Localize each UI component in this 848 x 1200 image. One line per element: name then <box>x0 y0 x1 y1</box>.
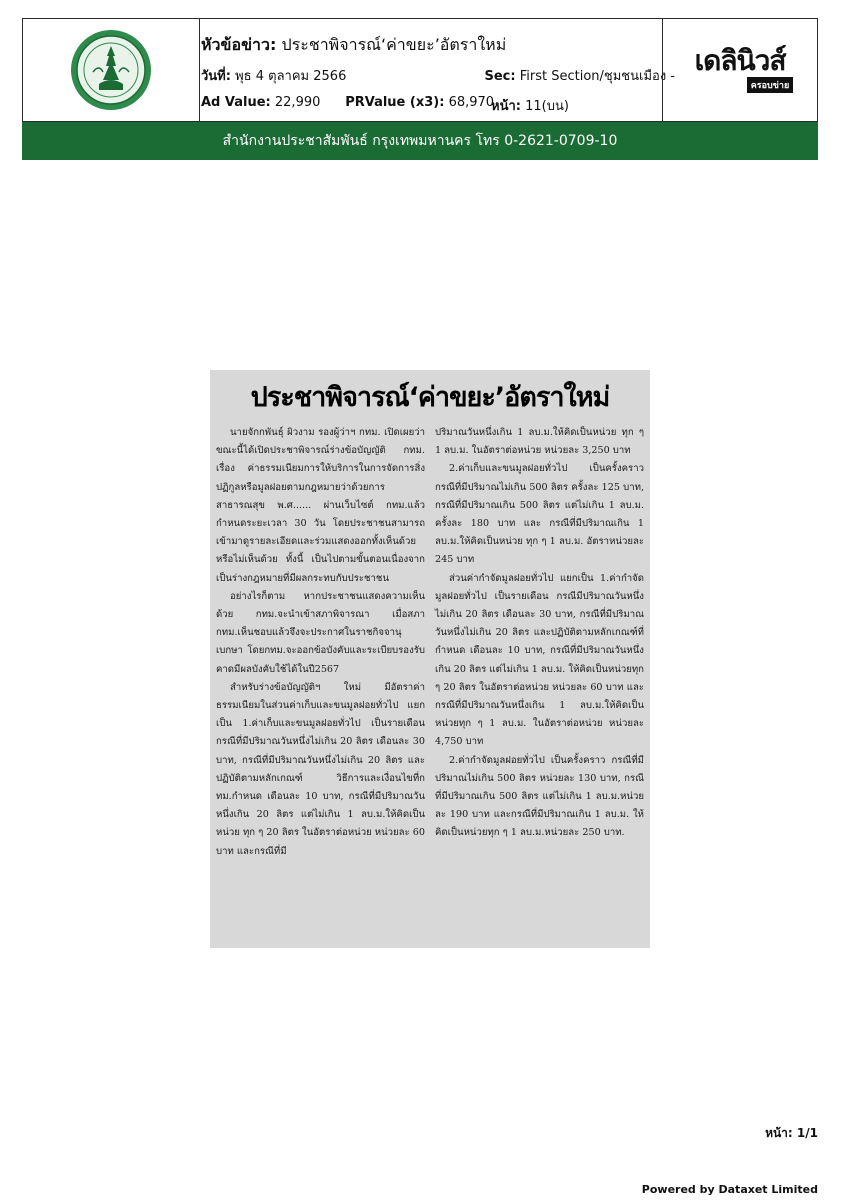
date-label: วันที่: <box>201 69 231 84</box>
title-label: หัวข้อข่าว: <box>201 35 277 54</box>
footer-page-value: 1/1 <box>796 1126 818 1140</box>
bangkok-seal-icon <box>69 28 153 112</box>
article-headline: ประชาพิจารณ์‘ค่าขยะ’อัตราใหม่ <box>250 382 610 413</box>
pr-value-label: PRValue (x3): <box>345 95 445 110</box>
value-row <box>201 95 494 110</box>
clipping-header <box>22 18 818 122</box>
article-paragraph: ส่วนค่ากำจัดมูลฝอยทั่วไป แยกเป็น 1.ค่ากำจัดมูลฝอยทั่วไป เป็นรายเดือน กรณีมีปริมาณวันหนึ่งไม่เกิน 20 ลิตร เดือนละ 30 บาท, กรณีที่มีปริมาณวันหนึ่งไม่เกิน 20 ลิตร และปฏิบัติตามหลักเกณฑ์ที่กำหนด เดือนละ 10 บาท, กรณีที่มีปริมาณวันหนึ่งเกิน 20 ลิตร แต่ไม่เกิน 1 ลบ.ม. ให้คิดเป็นหน่วยทุก ๆ 20 ลิตร ในอัตราต่อหน่วย หน่วยละ 60 บาท และกรณีที่มีปริมาณวันหนึ่งเกิน 1 ลบ.ม.ให้คิดเป็นหน่วยทุก ๆ 1 ลบ.ม. ในอัตราต่อหน่วย หน่วยละ 4,750 บาท <box>435 572 644 748</box>
article-paragraph: สำหรับร่างข้อบัญญัติฯ ใหม่ มีอัตราค่าธรรมเนียมในส่วนค่าเก็บและขนมูลฝอยทั่วไป แยกเป็น 1.ค่าเก็บและขนมูลฝอยทั่วไป เป็นรายเดือน กรณีที่มีปริมาณวันหนึ่งไม่เกิน 20 ลิตร เดือนละ 30 บาท, กรณีที่มีปริมาณวันหนึ่งไม่เกิน 20 ลิตร และปฏิบัติตามหลักเกณฑ์ วิธีการและเงื่อนไขที่กทม.กำหนด เดือนละ 10 บาท, กรณีที่มีปริมาณวันหนึ่งเกิน 20 ลิตร แต่ไม่เกิน 1 ลบ.ม.ให้คิดเป็นหน่วย ทุก ๆ 20 ลิตร ในอัตราต่อหน่วย หน่วยละ 60 บาท และกรณีที่มี <box>216 681 425 857</box>
article-paragraph: ปริมาณวันหนึ่งเกิน 1 ลบ.ม.ให้คิดเป็นหน่วย ทุก ๆ 1 ลบ.ม. ในอัตราต่อหน่วย หน่วยละ 3,250 บาท <box>435 427 644 457</box>
seal-area <box>23 19 200 121</box>
title-value: ประชาพิจารณ์‘ค่าขยะ’อัตราใหม่ <box>281 35 507 54</box>
section-label: Sec: <box>484 69 516 84</box>
ad-value: 22,990 <box>274 95 321 110</box>
newspaper-logo <box>662 19 817 121</box>
footer-page-number <box>765 1124 818 1143</box>
date-value: พุธ 4 ตุลาคม 2566 <box>235 69 347 84</box>
clipping-info <box>201 19 675 121</box>
article-column-right <box>435 424 644 861</box>
logo-subtext: ครอบข่าย <box>747 77 793 93</box>
pr-value: 68,970 <box>448 95 495 110</box>
article-paragraph: นายจักกพันธุ์ ผิวงาม รองผู้ว่าฯ กทม. เปิดเผยว่า ขณะนี้ได้เปิดประชาพิจารณ์ร่างข้อบัญญัติ กทม. เรื่อง ค่าธรรมเนียมการให้บริการในการจัดการสิ่งปฏิกูลหรือมูลฝอยตามกฎหมายว่าด้วยการสาธารณสุข พ.ศ...... ผ่านเว็บไซต์ กทม.แล้ว กำหนดระยะเวลา 30 วัน โดยประชาชนสามารถเข้ามาดูรายละเอียดและร่วมแสดงออกทั้งเห็นด้วยหรือไม่เห็นด้วย ทั้งนี้ เป็นไปตามขั้นตอนเนื่องจากเป็นร่างกฎหมายที่มีผลกระทบกับประชาชน <box>216 427 425 584</box>
pr-office-banner: สำนักงานประชาสัมพันธ์ กรุงเทพมหานคร โทร 0-2621-0709-10 <box>22 122 818 160</box>
headline-row <box>201 33 506 58</box>
article-body <box>216 424 644 861</box>
page-value: 11(บน) <box>525 99 569 114</box>
ad-value-label: Ad Value: <box>201 95 271 110</box>
logo-text: เดลินิวส์ <box>694 44 786 77</box>
article-column-left <box>216 424 425 861</box>
article-paragraph: 2.ค่ากำจัดมูลฝอยทั่วไป เป็นครั้งคราว กรณีที่มีปริมาณไม่เกิน 500 ลิตร หน่วยละ 130 บาท, กรณีที่มีปริมาณเกิน 500 ลิตร แต่ไม่เกิน 1 ลบ.ม.หน่วยละ 190 บาท และกรณีที่มีปริมาณเกิน 1 ลบ.ม. ให้คิดเป็นหน่วยทุก ๆ 1 ลบ.ม.หน่วยละ 250 บาท. <box>435 754 644 839</box>
page-label: หน้า: <box>491 99 521 114</box>
section-field <box>485 65 676 86</box>
section-value: First Section/ชุมชนเมือง - <box>519 69 675 84</box>
news-clipping <box>210 370 650 948</box>
date-row <box>201 65 346 86</box>
article-paragraph: อย่างไรก็ตาม หากประชาชนแสดงความเห็นด้วย กทม.จะนำเข้าสภาพิจารณา เมื่อสภา กทม.เห็นชอบแล้วจึงจะประกาศในราชกิจจานุเบกษา โดยกทม.จะออกข้อบังคับและระเบียบรองรับ คาดมีผลบังคับใช้ได้ในปี2567 <box>216 590 425 675</box>
powered-by: Powered by Dataxet Limited <box>641 1183 818 1196</box>
page-field <box>491 95 569 116</box>
article-paragraph: 2.ค่าเก็บและขนมูลฝอยทั่วไป เป็นครั้งคราว กรณีที่มีปริมาณไม่เกิน 500 ลิตร ครั้งละ 125 บาท, กรณีที่มีปริมาณเกิน 500 ลิตร แต่ไม่เกิน 1 ลบ.ม. ครั้งละ 180 บาท และ กรณีที่มีปริมาณเกิน 1 ลบ.ม.ให้คิดเป็นหน่วย ทุก ๆ 1 ลบ.ม. อัตราหน่วยละ 245 บาท <box>435 463 644 566</box>
footer-page-label: หน้า: <box>765 1126 793 1140</box>
